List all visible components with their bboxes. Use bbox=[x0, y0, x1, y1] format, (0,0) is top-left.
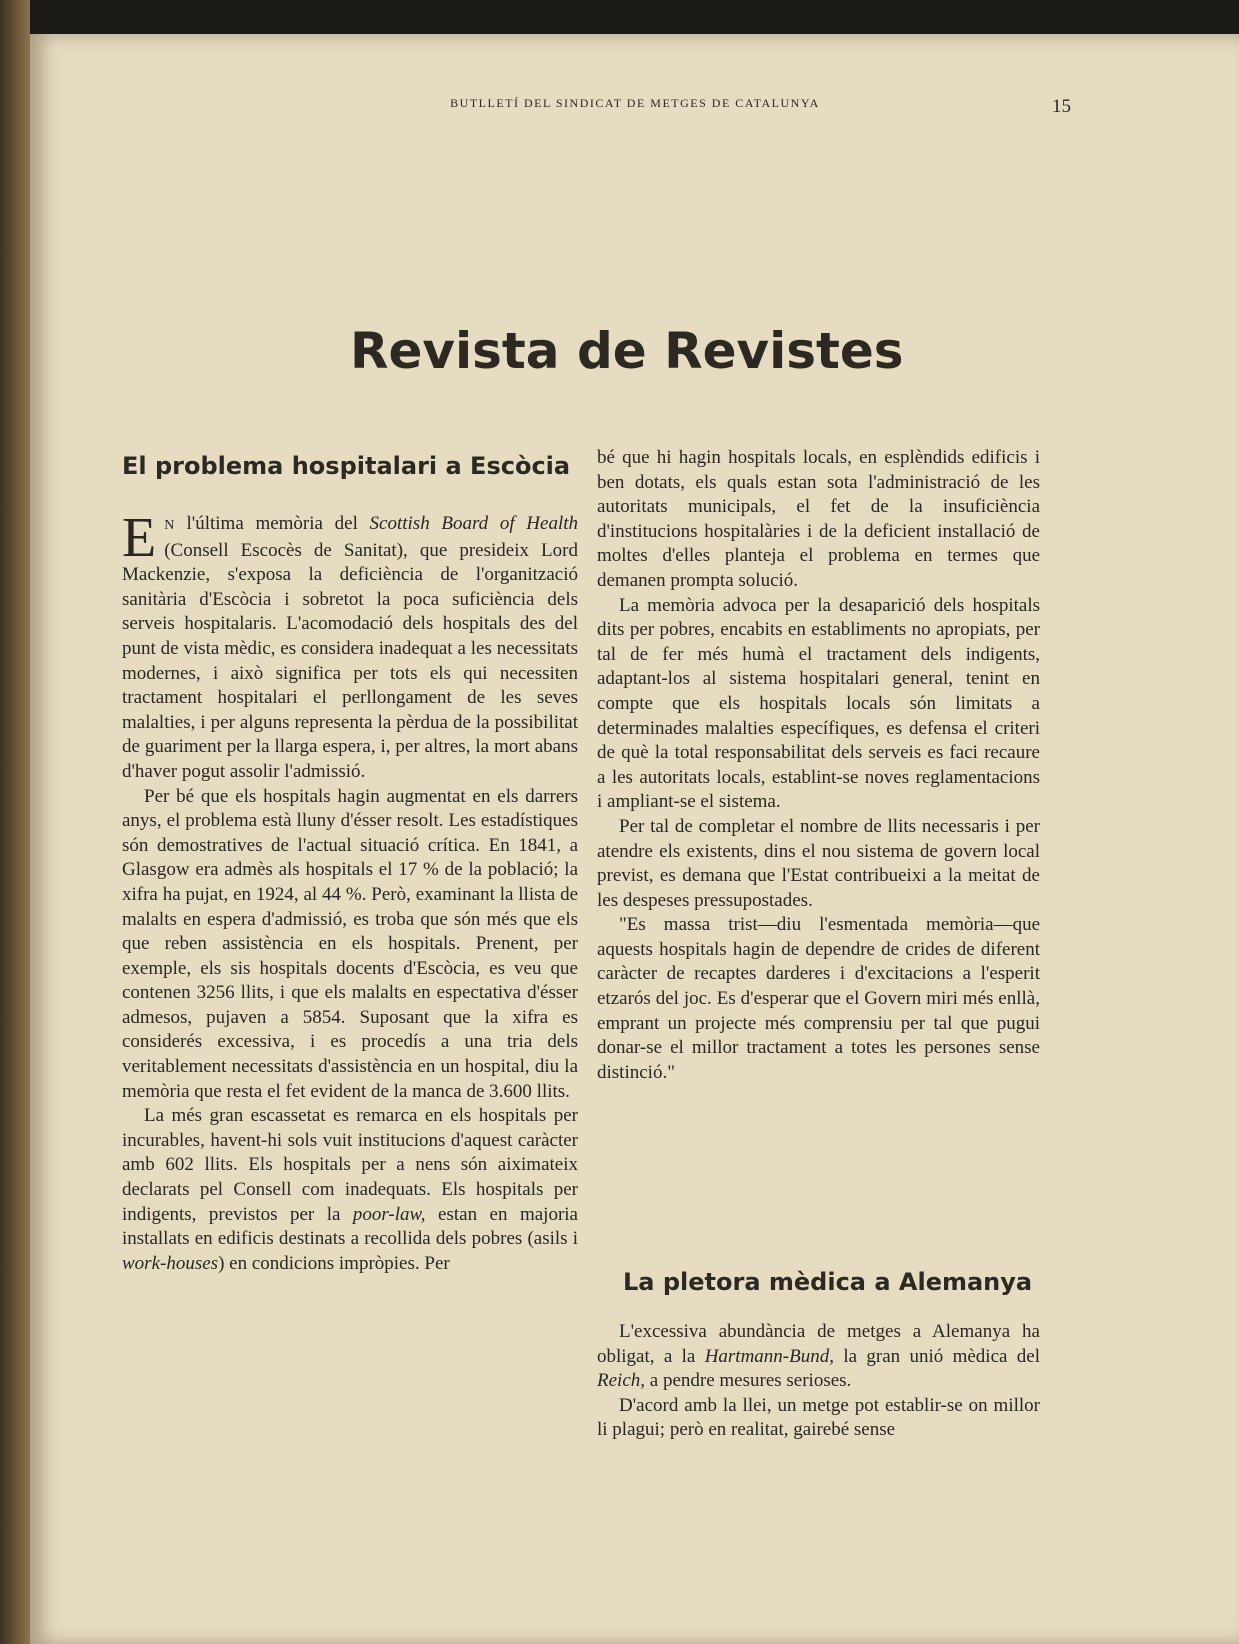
page-number: 15 bbox=[1052, 96, 1071, 117]
paragraph-text: estan en majoria installats en edificis destinats a recollida dels pobres (asils i bbox=[122, 1203, 578, 1250]
emphasis-text: Reich, bbox=[597, 1370, 646, 1392]
right-column-lower bbox=[597, 1320, 1040, 1443]
article-title-germany: La pletora mèdica a Alemanya bbox=[623, 1268, 1033, 1296]
article-paragraph bbox=[122, 507, 578, 785]
drop-cap: E bbox=[122, 507, 157, 569]
article-paragraph bbox=[122, 1104, 578, 1276]
article-paragraph: bé que hi hagin hospitals locals, en esplèndids edificis i ben dotats, els quals estan sota l'administració de les autoritats municipals, el fet de la insuficiència d'institucions hospitalàries i de la deficient installació de moltes d'elles planteja el problema en termes que demanen prompta solució. bbox=[597, 447, 1040, 591]
small-caps-text: N bbox=[164, 518, 175, 533]
article-title-scotland: El problema hospitalari a Escòcia bbox=[122, 452, 571, 480]
left-column bbox=[122, 507, 578, 1276]
article-paragraph: Per bé que els hospitals hagin augmentat en els darrers anys, el problema està lluny d'ésser resolt. Les estadístiques són demostratives de l'actual situació crítica. En 1841, a Glasgow era admès als hospitals el 17 % de la població; la xifra ha pujat, en 1924, al 44 %. Però, examinant la llista de malalts en espera d'admissió, es troba que són més que els que reben assistència en els hospitals. Prenent, per exemple, els sis hospitals docents d'Escòcia, es veu que contenen 3256 llits, i que els malalts en espectativa d'ésser admesos, pujaven a 5854. Suposant que la xifra es considerés excessiva, i es procedís a una tria dels veritablement necessitats d'assistència en un hospital, diu la memòria que resta el fet evident de la manca de 3.600 llits. bbox=[122, 785, 578, 1102]
paragraph-text: (Consell Escocès de Sanitat), que presideix Lord Mackenzie, s'exposa la deficiència de l'organització sanitària d'Escòcia i sobretot la poca suficiència dels serveis hospitalaris. L'acomodació dels hospitals des del punt de vista mèdic, es considera inadequat a les necessitats modernes, i això significa per tots els qui necessiten tractament hospitalari el perllongament de les seves malalties, i per alguns representa la pèrdua de la possibilitat de guariment per la llarga espera, i, per altres, la mort abans d'haver pogut assolir l'admissió. bbox=[122, 539, 578, 782]
paragraph-text: l'última memòria del bbox=[174, 513, 370, 534]
emphasis-text: poor-law, bbox=[352, 1203, 426, 1225]
paragraph-text: la gran unió mèdica del bbox=[834, 1345, 1040, 1367]
journal-page bbox=[30, 34, 1239, 1644]
paragraph-text: La més gran escassetat es remarca en els hospitals per incurables, havent-hi sols vuit institucions d'aquest caràcter amb 602 llits. Els hospitals per a nens són aiximateix declarats pel Consell com inadequats. Els hospitals per indigents, previstos per la bbox=[122, 1105, 578, 1225]
article-paragraph bbox=[597, 1320, 1040, 1394]
running-head: BUTLLETÍ DEL SINDICAT DE METGES DE CATALUNYA bbox=[450, 96, 820, 110]
emphasis-text: work-houses bbox=[122, 1252, 219, 1274]
main-title: Revista de Revistes bbox=[350, 322, 904, 380]
book-spine-shadow bbox=[0, 0, 30, 1644]
right-column bbox=[597, 446, 1040, 1085]
paragraph-text: a pendre mesures serioses. bbox=[645, 1370, 852, 1392]
paragraph-text: ) en condicions impròpies. Per bbox=[218, 1252, 450, 1274]
article-paragraph: La memòria advoca per la desaparició dels hospitals dits per pobres, encabits en establiments no apropiats, per tal de fer més humà el tractament dels indigents, adaptant-los al sistema hospitalari general, tenint en compte que els hospitals locals són limitats a determinades malalties específiques, es defensa el criteri de què la total responsabilitat dels serveis es faci recaure a les autoritats locals, establint-se noves reglamentacions i ampliant-se el sistema. bbox=[597, 594, 1040, 813]
paragraph-text: L'excessiva abundància de metges a Alemanya ha obligat, a la bbox=[597, 1321, 1040, 1367]
emphasis-text: Hartmann-Bund, bbox=[704, 1345, 834, 1367]
article-paragraph: D'acord amb la llei, un metge pot establir-se on millor li plagui; però en realitat, gairebé sense bbox=[597, 1394, 1040, 1441]
emphasis-text: Scottish Board of Health bbox=[369, 513, 578, 534]
article-paragraph: Per tal de completar el nombre de llits necessaris i per atendre els existents, dins el nou sistema de govern local previst, es demana que l'Estat contribueixi a la meitat de les despeses pressupostades. bbox=[597, 815, 1040, 911]
article-paragraph: "Es massa trist—diu l'esmentada memòria—que aquests hospitals hagin de dependre de crides de diferent caràcter de recaptes darderes i d'excitacions a l'esperit etzarós del joc. Es d'esperar que el Govern miri més enllà, emprant un projecte més comprensiu per tal que pugui donar-se el millor tractament a totes les persones sense distinció." bbox=[597, 914, 1040, 1083]
